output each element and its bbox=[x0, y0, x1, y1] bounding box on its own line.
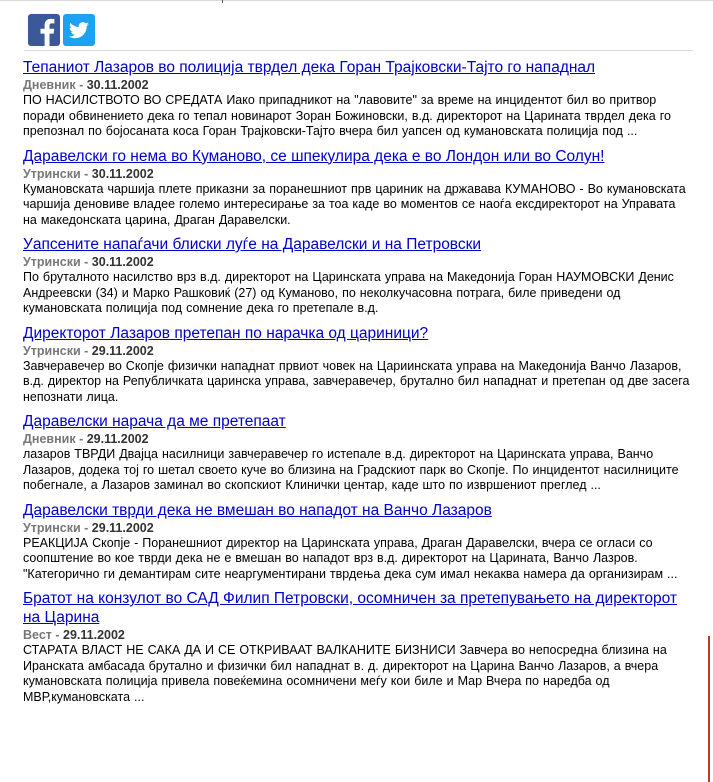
article-date: 30.11.2002 bbox=[86, 78, 149, 92]
article-item bbox=[23, 501, 693, 583]
article-date: 29.11.2002 bbox=[86, 432, 149, 446]
article-snippet: Завчеравечер во Скопје физички нападнат првиот човек на Цариинската управа на Македонија Ванчо Лазаров, в.д. директор на Републичката царинска управа, завчеравечер, брутално бил нападнат и претепан од две засега непознати лица. bbox=[23, 358, 690, 404]
facebook-icon bbox=[28, 14, 60, 46]
article-source: Дневник bbox=[23, 432, 76, 446]
article-title-link[interactable]: Братот на конзулот во САД Филип Петровски, осомничен за претепувањето на директорот на Царина bbox=[23, 590, 677, 626]
article-item bbox=[23, 324, 693, 406]
article-meta bbox=[23, 167, 693, 182]
article-item bbox=[23, 412, 693, 494]
article-source: Утрински bbox=[23, 520, 81, 535]
facebook-share-button[interactable] bbox=[28, 14, 60, 46]
article-title-link[interactable]: Тепаниот Лазаров во полиција тврдел дека Горан Трајковски-Тајто го нападнал bbox=[23, 59, 596, 76]
article-title-link[interactable]: Уапсените напаѓачи блиски луѓе на Даравелски и на Петровски bbox=[23, 236, 482, 253]
article-snippet: ПО НАСИЛСТВОТО ВО СРЕДАТА Иако припадникот на "лавовите" за време на инцидентот бил во притвор поради обвинението дека го тепал новинарот Зоран Божиновски, в.д. директорот на Царината тврдел дека го препознал по бојосаната коса Горан Трајковски-Тајто вчера бил уапсен од кумановската полиција под ... bbox=[23, 93, 671, 138]
meta-separator: - bbox=[79, 432, 87, 446]
article-date: 29.11.2002 bbox=[91, 343, 154, 358]
article-date: 30.11.2002 bbox=[91, 255, 154, 269]
article-snippet: РЕАКЦИЈА Скопје - Поранешниот директор на Царинската управа, Драган Даравелски, вчера се огласи со соопштение во кое тврди дека не е вмешан во нападот врз в.д. директорот на Царината, Ванчо Лазров. "Категорично ги демантирам сите неаргументирани тврдења дека сум имал некаква намера да организирам ... bbox=[23, 535, 678, 581]
meta-separator: - bbox=[84, 520, 92, 535]
article-title-link[interactable]: Даравелски го нема во Куманово, се шпекулира дека е во Лондон или во Солун! bbox=[23, 147, 605, 165]
article-item bbox=[23, 147, 693, 229]
article-title-link[interactable]: Директорот Лазаров претепан по нарачка од цариници? bbox=[23, 324, 429, 342]
meta-separator: - bbox=[84, 255, 92, 269]
top-strip bbox=[0, 0, 713, 4]
article-title-link[interactable]: Даравелски нарача да ме претепаат bbox=[23, 413, 286, 430]
twitter-icon bbox=[63, 14, 95, 46]
article-item bbox=[23, 589, 693, 705]
meta-separator: - bbox=[55, 628, 64, 642]
meta-separator: - bbox=[79, 78, 87, 92]
article-meta bbox=[23, 255, 693, 270]
article-snippet: Кумановската чаршија плете приказни за поранешниот прв цариник на државава КУМАНОВО - Во кумановската чаршија деновиве владее големо интересирање за тоа каде во моментов се наоѓа ексдиректорот на Управата на македонската царина, Драган Даравелски. bbox=[23, 181, 686, 227]
article-date: 30.11.2002 bbox=[91, 166, 154, 181]
article-meta bbox=[23, 521, 693, 536]
article-meta bbox=[23, 344, 693, 359]
article-snippet: СТАРАТА ВЛАСТ НЕ САКА ДА И СЕ ОТКРИВААТ ВАЛКАНИТЕ БИЗНИСИ Завчера во непосредна близина на Иранската амбасада брутално и физички бил нападнат в. д. директорот на Царина Ванчо Лазаров, а вчера кумановската полиција привела повеќемина осомничени меѓу кои биле и Мар Вчера по наредба од МВР,кумановската ... bbox=[23, 643, 667, 704]
article-source: Дневник bbox=[23, 78, 76, 92]
top-border-line bbox=[0, 0, 713, 1]
meta-separator: - bbox=[84, 166, 92, 181]
top-tick-mark bbox=[222, 0, 223, 3]
header-divider bbox=[24, 50, 693, 51]
article-source: Утрински bbox=[23, 166, 81, 181]
meta-separator: - bbox=[84, 343, 92, 358]
article-date: 29.11.2002 bbox=[91, 520, 154, 535]
article-snippet: лазаров ТВРДИ Двајца насилници завчеравечер го истепале в.д. директорот на Царинската управа, Ванчо Лазаров, додека тој го шетал своето куче во близина на Градскиот парк во Скопје. По инцидентот насилниците побегнале, а Лазаров заминал во скопскиот Клинички центар, каде што по извршениот преглед ... bbox=[23, 447, 679, 492]
article-meta bbox=[23, 628, 693, 643]
article-meta bbox=[23, 432, 693, 447]
article-snippet: По бруталното насилство врз в.д. директорот на Царинската управа на Македонија Горан НАУМОВСКИ Денис Андреевски (34) и Марко Рашковиќ (27) од Куманово, по неколкучасовна потрага, биле приведени од кумановската полиција под сомнение дека го претепале в.д. bbox=[23, 270, 674, 315]
right-edge-marker bbox=[708, 636, 710, 782]
article-list bbox=[23, 58, 693, 712]
article-title-link[interactable]: Даравелски тврди дека не вмешан во нападот на Ванчо Лазаров bbox=[23, 501, 492, 519]
article-date: 29.11.2002 bbox=[63, 628, 125, 642]
article-item bbox=[23, 235, 693, 317]
article-source: Утрински bbox=[23, 343, 81, 358]
social-share-bar bbox=[28, 14, 95, 46]
article-source: Вест bbox=[23, 628, 52, 642]
article-meta bbox=[23, 78, 693, 93]
article-item bbox=[23, 58, 693, 140]
twitter-share-button[interactable] bbox=[63, 14, 95, 46]
article-source: Утрински bbox=[23, 255, 81, 269]
